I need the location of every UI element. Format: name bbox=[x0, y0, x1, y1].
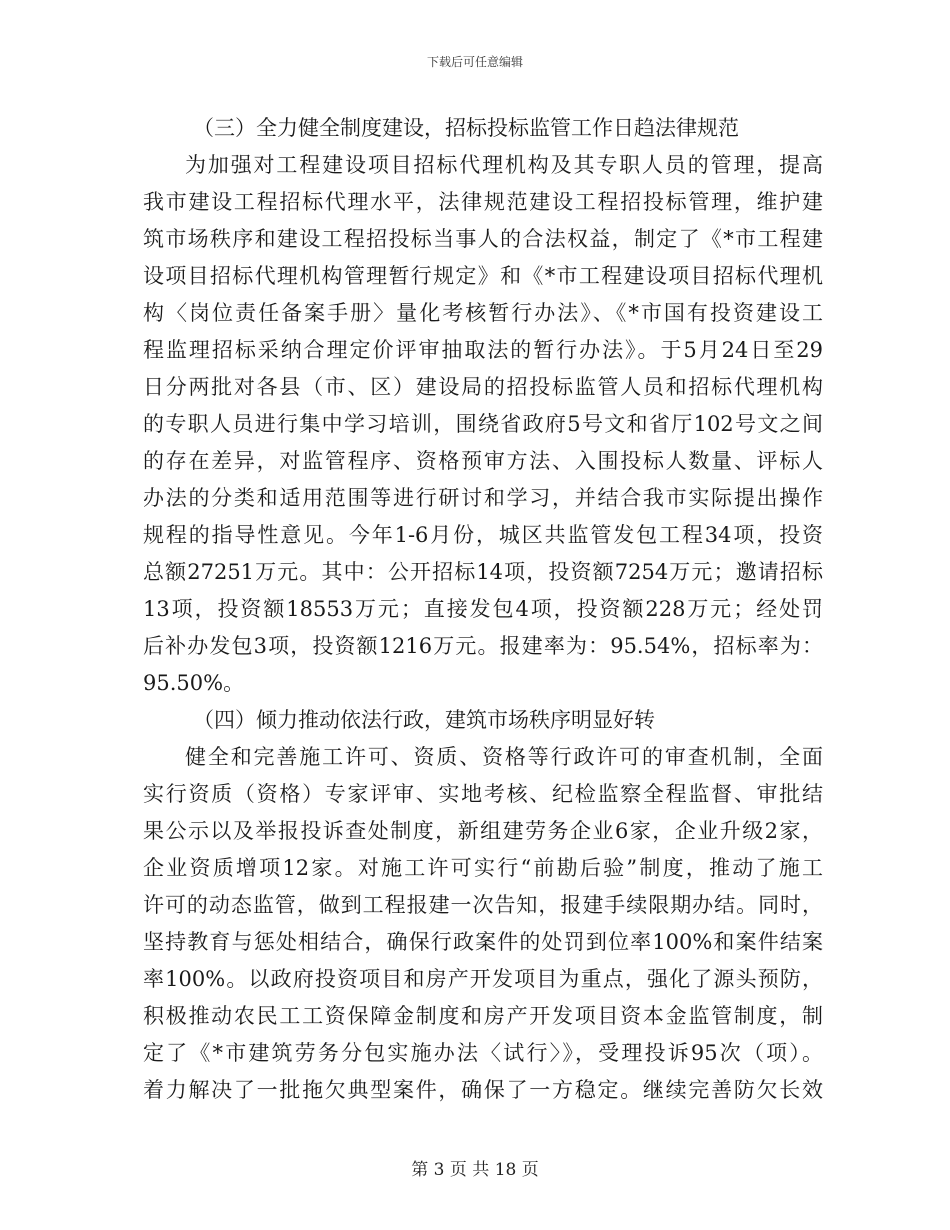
section-heading: （四）倾力推动依法行政，建筑市场秩序明显好转 bbox=[193, 708, 655, 732]
page-number-footer: 第 3 页 共 18 页 bbox=[411, 1160, 539, 1180]
paragraph-line: 日分两批对各县（市、区）建设局的招投标监管人员和招标代理机构 bbox=[143, 375, 823, 399]
paragraph-line: 设项目招标代理机构管理暂行规定》和《*市工程建设项目招标代理机 bbox=[143, 264, 823, 288]
paragraph-line: 企业资质增项12家。对施工许可实行“前勘后验”制度，推动了施工 bbox=[143, 856, 823, 880]
paragraph-line: 构〈岗位责任备案手册〉量化考核暂行办法》、《*市国有投资建设工 bbox=[143, 301, 823, 325]
paragraph-line: 总额27251万元。其中：公开招标14项，投资额7254万元；邀请招标 bbox=[143, 560, 823, 584]
paragraph-line: 果公示以及举报投诉查处制度，新组建劳务企业6家，企业升级2家， bbox=[143, 819, 823, 843]
paragraph-line: 许可的动态监管，做到工程报建一次告知，报建手续限期办结。同时， bbox=[143, 893, 823, 917]
paragraph-line: 的专职人员进行集中学习培训，围绕省政府5号文和省厅102号文之间 bbox=[143, 412, 823, 436]
paragraph-line: 实行资质（资格）专家评审、实地考核、纪检监察全程监督、审批结 bbox=[143, 782, 823, 806]
paragraph-line: 为加强对工程建设项目招标代理机构及其专职人员的管理，提高 bbox=[185, 153, 823, 177]
paragraph-line: 后补办发包3项，投资额1216万元。报建率为：95.54%，招标率为： bbox=[143, 634, 823, 658]
paragraph-line: 13项，投资额18553万元；直接发包4项，投资额228万元；经处罚 bbox=[143, 597, 823, 621]
paragraph-line: 我市建设工程招标代理水平，法律规范建设工程招投标管理，维护建 bbox=[143, 190, 823, 214]
paragraph-line: 坚持教育与惩处相结合，确保行政案件的处罚到位率100%和案件结案 bbox=[143, 930, 823, 954]
paragraph-line: 筑市场秩序和建设工程招投标当事人的合法权益，制定了《*市工程建 bbox=[143, 227, 823, 251]
paragraph-line: 着力解决了一批拖欠典型案件，确保了一方稳定。继续完善防欠长效 bbox=[143, 1078, 823, 1102]
paragraph-line: 规程的指导性意见。今年1-6月份，城区共监管发包工程34项，投资 bbox=[143, 523, 823, 547]
paragraph-line: 程监理招标采纳合理定价评审抽取法的暂行办法》。于5月24日至29 bbox=[143, 338, 823, 362]
paragraph-line: 的存在差异，对监管程序、资格预审方法、入围投标人数量、评标人 bbox=[143, 449, 823, 473]
paragraph-line: 健全和完善施工许可、资质、资格等行政许可的审查机制，全面 bbox=[185, 745, 823, 769]
page-header-note: 下载后可任意编辑 bbox=[426, 55, 523, 69]
section-heading: （三）全力健全制度建设，招标投标监管工作日趋法律规范 bbox=[193, 116, 739, 140]
paragraph-line: 办法的分类和适用范围等进行研讨和学习，并结合我市实际提出操作 bbox=[143, 486, 823, 510]
paragraph-line: 积极推动农民工工资保障金制度和房产开发项目资本金监管制度，制 bbox=[143, 1004, 823, 1028]
document-body bbox=[143, 110, 823, 1109]
paragraph-line: 率100%。以政府投资项目和房产开发项目为重点，强化了源头预防， bbox=[143, 967, 823, 991]
paragraph-line: 95.50%。 bbox=[143, 671, 245, 695]
paragraph-line: 定了《*市建筑劳务分包实施办法〈试行〉》，受理投诉95次（项）。 bbox=[143, 1041, 823, 1065]
